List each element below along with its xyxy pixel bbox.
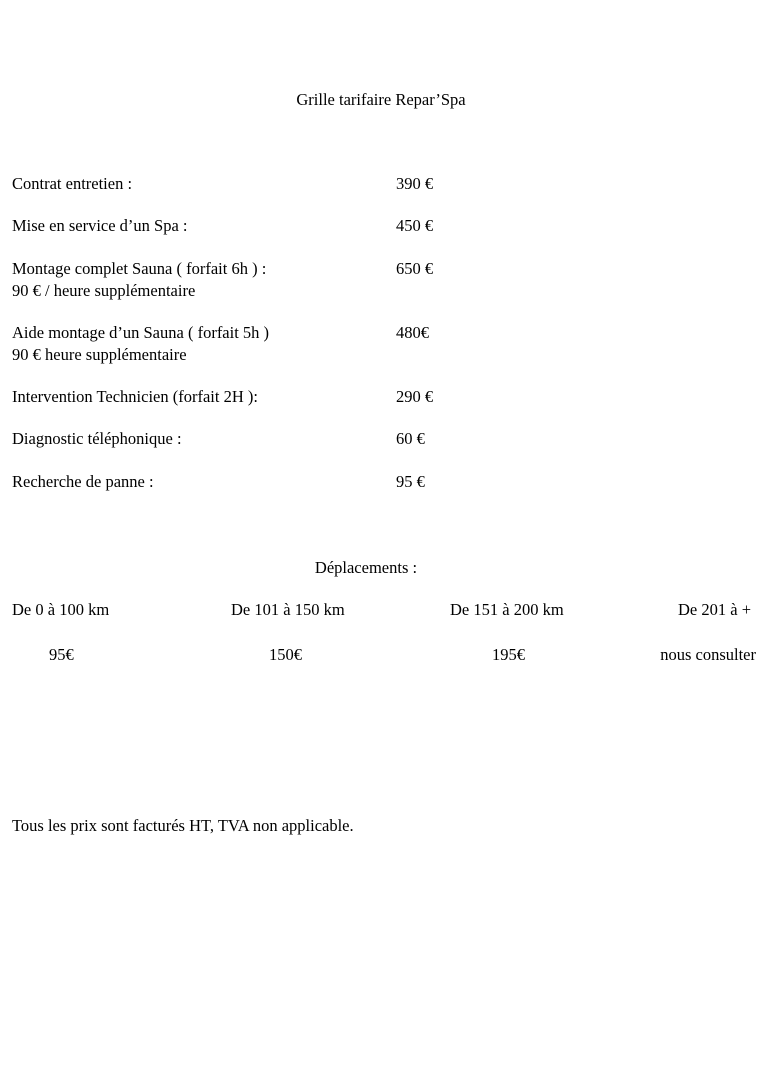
travel-range-151-200: De 151 à 200 km (450, 600, 564, 619)
item-price-intervention-technicien: 290 € (396, 387, 434, 406)
item-label-mise-en-service: Mise en service d’un Spa : (12, 216, 188, 235)
item-label-recherche-de-panne: Recherche de panne : (12, 472, 154, 491)
travel-section-title: Déplacements : (314, 558, 418, 577)
travel-range-101-150: De 101 à 150 km (231, 600, 345, 619)
item-label-diagnostic-telephonique: Diagnostic téléphonique : (12, 429, 182, 448)
item-label-contrat-entretien: Contrat entretien : (12, 174, 133, 193)
item-price-mise-en-service: 450 € (396, 216, 434, 235)
item-note-aide-montage-sauna: 90 € heure supplémentaire (12, 345, 187, 364)
travel-price-151-200: 195€ (492, 645, 525, 664)
footer-note: Tous les prix sont facturés HT, TVA non applicable. (12, 816, 354, 835)
item-price-contrat-entretien: 390 € (396, 174, 434, 193)
item-note-montage-complet-sauna: 90 € / heure supplémentaire (12, 281, 196, 300)
travel-price-101-150: 150€ (269, 645, 302, 664)
travel-price-0-100: 95€ (49, 645, 74, 664)
travel-price-201-plus: nous consulter (660, 645, 756, 664)
item-label-aide-montage-sauna: Aide montage d’un Sauna ( forfait 5h ) (12, 323, 270, 342)
item-price-montage-complet-sauna: 650 € (396, 259, 434, 278)
item-label-intervention-technicien: Intervention Technicien (forfait 2H ): (12, 387, 258, 406)
travel-range-0-100: De 0 à 100 km (12, 600, 110, 619)
item-price-recherche-de-panne: 95 € (396, 472, 425, 491)
page-title: Grille tarifaire Repar’Spa (296, 90, 466, 109)
item-price-aide-montage-sauna: 480€ (396, 323, 429, 342)
travel-range-201-plus: De 201 à + (678, 600, 751, 619)
item-price-diagnostic-telephonique: 60 € (396, 429, 425, 448)
item-label-montage-complet-sauna: Montage complet Sauna ( forfait 6h ) : (12, 259, 267, 278)
